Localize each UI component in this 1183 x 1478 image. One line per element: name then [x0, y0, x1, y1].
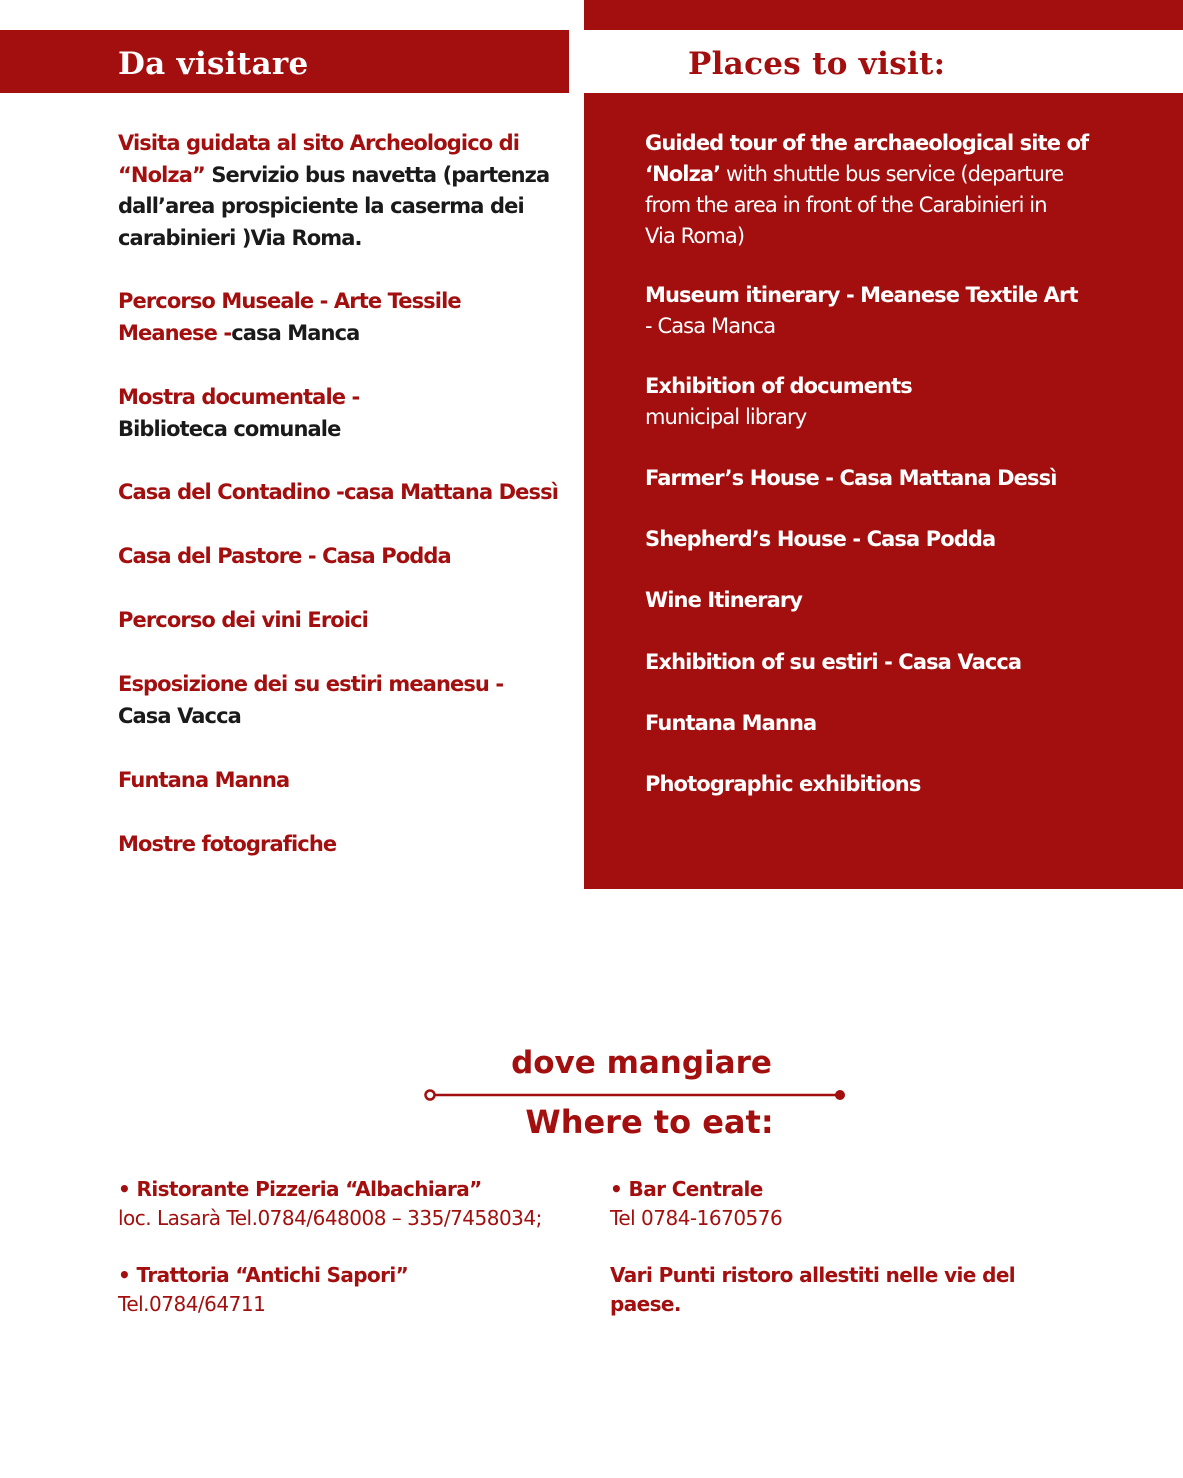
list-item: Wine Itinerary: [645, 588, 803, 612]
english-top-strip: [584, 0, 1183, 30]
eat-title-italian: dove mangiare: [511, 1045, 772, 1081]
list-item: Mostre fotografiche: [118, 832, 337, 856]
list-item: Guided tour of the archaeological site of ‘Nolza’ with shuttle bus service (departure from the area in front of the Carabinieri in Via Roma): [645, 131, 1089, 248]
list-item: Visita guidata al sito Archeologico di “Nolza” Servizio bus navetta (partenza dall’area prospiciente la caserma dei carabinieri )Via Roma.: [118, 131, 550, 250]
italian-header-title: Da visitare: [118, 46, 309, 82]
eat-place-antichi-sapori: • Trattoria “Antichi Sapori” Tel.0784/64711: [118, 1263, 409, 1316]
list-item: Percorso dei vini Eroici: [118, 608, 368, 632]
eat-place-bar-centrale: • Bar Centrale Tel 0784-1670576: [610, 1177, 783, 1230]
list-item: Exhibition of su estiri - Casa Vacca: [645, 650, 1022, 674]
list-item: Exhibition of documents municipal library: [645, 374, 912, 429]
divider-filled-dot: [835, 1090, 845, 1100]
list-item: Casa del Pastore - Casa Podda: [118, 544, 451, 568]
divider-open-dot: [426, 1091, 435, 1100]
list-item: Funtana Manna: [118, 768, 290, 792]
divider-line: [424, 1088, 846, 1102]
list-item: Casa del Contadino -casa Mattana Dessì: [118, 480, 559, 504]
list-item: Mostra documentale - Biblioteca comunale: [118, 385, 360, 441]
list-item: Farmer’s House - Casa Mattana Dessì: [645, 466, 1057, 490]
eat-place-punti-ristoro: Vari Punti ristoro allestiti nelle vie del paese.: [610, 1263, 1016, 1316]
list-item: Esposizione dei su estiri meanesu - Casa Vacca: [118, 672, 504, 728]
italian-header-bar: [0, 30, 569, 93]
list-item: Percorso Museale - Arte Tessile Meanese -casa Manca: [118, 289, 461, 345]
eat-title-english: Where to eat:: [525, 1103, 774, 1141]
english-header-title: Places to visit:: [688, 46, 946, 82]
eat-place-albachiara: • Ristorante Pizzeria “Albachiara” loc. Lasarà Tel.0784/648008 – 335/7458034;: [118, 1177, 542, 1230]
list-item: Shepherd’s House - Casa Podda: [645, 527, 996, 551]
list-item: Photographic exhibitions: [645, 772, 921, 796]
list-item: Funtana Manna: [645, 711, 817, 735]
list-item: Museum itinerary - Meanese Textile Art - Casa Manca: [645, 283, 1078, 338]
